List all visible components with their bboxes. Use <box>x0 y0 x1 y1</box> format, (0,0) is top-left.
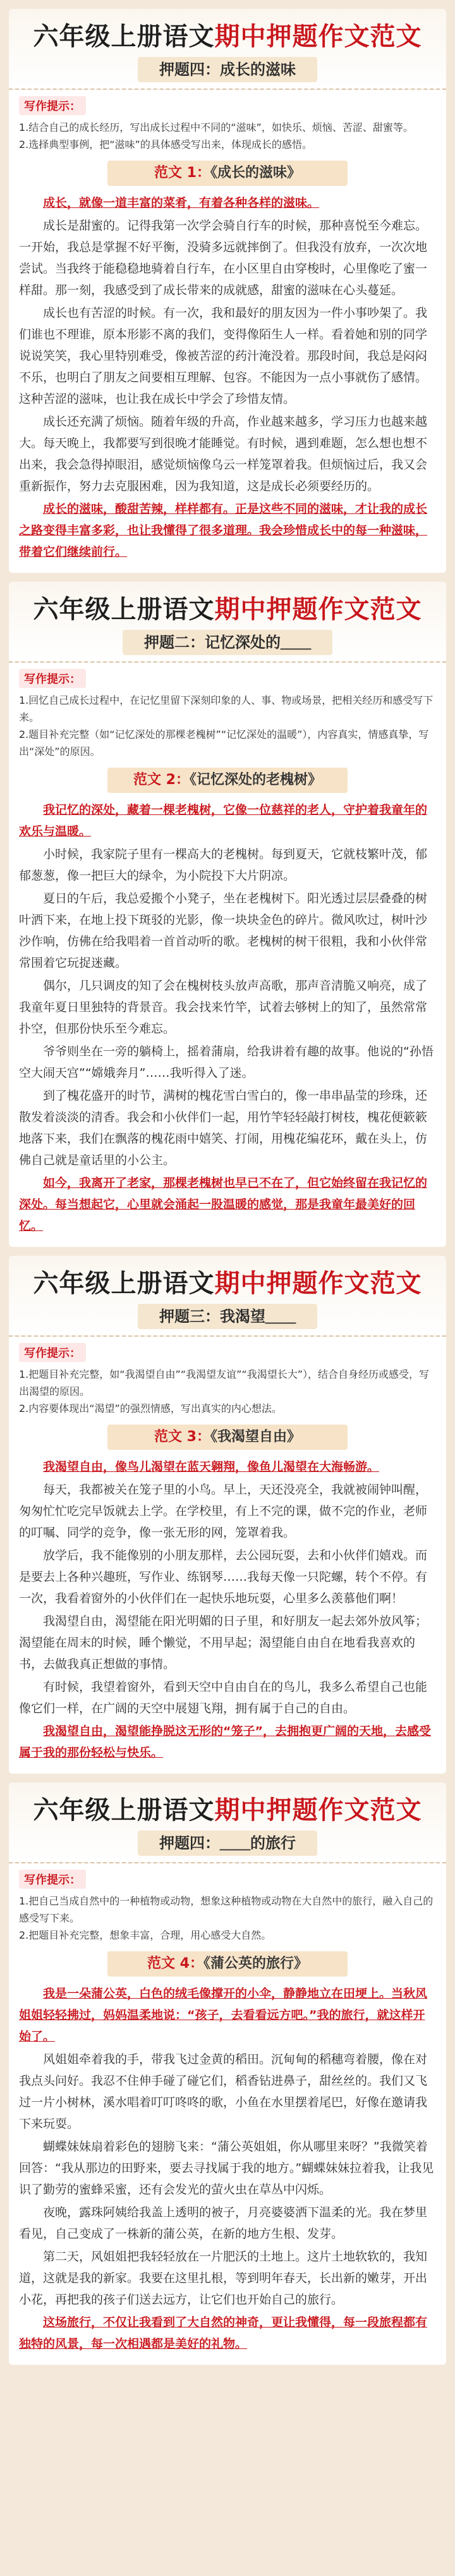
tips-label: 写作提示： <box>19 1343 86 1362</box>
highlighted-sentence: 这场旅行，不仅让我看到了大自然的神奇，更让我懂得，每一段旅程都有独特的风景，每一次相遇都是美好的礼物。 <box>19 2315 428 2351</box>
title-highlight: 期中押题作文范文 <box>214 1796 422 1825</box>
example-title <box>107 161 348 186</box>
example-number: 范文 3： <box>154 1429 210 1445</box>
card-body <box>9 1337 446 1774</box>
example-name: 《记忆深处的老槐树》 <box>189 772 322 788</box>
card-title <box>19 1267 436 1300</box>
tips-label: 写作提示： <box>19 669 86 688</box>
title-prefix: 六年级上册语文 <box>33 22 215 51</box>
highlighted-sentence: 我记忆的深处，藏着一棵老槐树，它像一位慈祥的老人，守护着我童年的欢乐与温暖。 <box>19 803 428 838</box>
tip-line: 1.回忆自己成长过程中，在记忆里留下深刻印象的人、事、物或场景，把相关经历和感受写下来。 <box>19 694 434 723</box>
title-prefix: 六年级上册语文 <box>33 1796 215 1825</box>
essay-body <box>19 192 436 563</box>
tip-line: 2.把题目补充完整，想象丰富，合理，用心感受大自然。 <box>19 1929 272 1941</box>
highlighted-sentence: 我渴望自由，渴望能挣脱这无形的“笼子”，去拥抱更广阔的天地，去感受属于我的那份轻松与快乐。 <box>19 1724 431 1760</box>
essay-paragraph <box>19 192 436 214</box>
highlighted-sentence: 成长，就像一道丰富的菜肴，有着各种各样的滋味。 <box>43 196 320 210</box>
example-title <box>107 1951 348 1977</box>
tips-label: 写作提示： <box>19 1870 86 1889</box>
essay-paragraph <box>19 1456 436 1478</box>
essay-paragraph: 夜晚，露珠阿姨给我盖上透明的被子，月亮婆婆洒下温柔的光。我在梦里看见，自己变成了一株新的蒲公英，在新的地方生根、发芽。 <box>19 2205 428 2241</box>
card-header <box>9 1782 446 1863</box>
example-name: 《我渴望自由》 <box>210 1429 301 1445</box>
essay-paragraph: 成长还充满了烦恼。随着年级的升高，作业越来越多，学习压力也越来越大。每天晚上，我都要写到很晚才能睡觉。有时候，遇到难题，怎么想也想不出来，我会急得掉眼泪，感觉烦恼像乌云一样笼罩着我。但烦恼过后，我又会重新振作，努力去克服困难，因为我知道，这是成长必须要经历的。 <box>19 415 428 493</box>
essay-paragraph: 成长是甜蜜的。记得我第一次学会骑自行车的时候，那种喜悦至今难忘。一开始，我总是掌握不好平衡，没骑多远就摔倒了。但我没有放弃，一次次地尝试。当我终于能稳稳地骑着自行车，在小区里自由穿梭时，心里像吃了蜜一样甜。那一刻，我感受到了成长带来的成就感，甜蜜的滋味在心头蔓延。 <box>19 219 428 297</box>
title-highlight: 期中押题作文范文 <box>214 1269 422 1298</box>
card-body <box>9 1863 446 2365</box>
essay-paragraph: 放学后，我不能像别的小朋友那样，去公园玩耍，去和小伙伴们嬉戏。而是要去上各种兴趣班，写作业、练钢琴……我每天像一只陀螺，转个不停。有一次，我看着窗外的小伙伴们在一起快乐地玩耍，心里多么羡慕他们啊！ <box>19 1549 428 1605</box>
card-title <box>19 593 436 626</box>
tip-line: 2.选择典型事例，把“滋味”的具体感受写出来，体现成长的感悟。 <box>19 138 312 150</box>
example-number: 范文 2： <box>133 772 190 788</box>
example-name: 《成长的滋味》 <box>210 165 301 181</box>
essay-paragraph: 第二天，风姐姐把我轻轻放在一片肥沃的土地上。这片土地软软的，我知道，这就是我的新家。我要在这里扎根，等到明年春天，长出新的嫩芽，开出小花，再把我的孩子们送去远方，让它们也开始自己的旅行。 <box>19 2250 428 2307</box>
card-title <box>19 1794 436 1827</box>
example-number: 范文 4： <box>147 1956 203 1972</box>
example-name: 《蒲公英的旅行》 <box>203 1956 308 1972</box>
card-header <box>9 1256 446 1337</box>
essay-paragraph: 成长也有苦涩的时候。有一次，我和最好的朋友因为一件小事吵架了。我们谁也不理谁，原本形影不离的我们，变得像陌生人一样。看着她和别的同学说说笑笑，我心里特别难受，像被苦涩的药汁淹没着。那段时间，我总是闷闷不乐，也明白了朋友之间要相互理解、包容。不能因为一点小事就伤了感情。这种苦涩的滋味，也让我在成长中学会了珍惜友情。 <box>19 306 428 406</box>
highlighted-sentence: 成长的滋味，酸甜苦辣，样样都有。正是这些不同的滋味，才让我的成长之路变得丰富多彩，也让我懂得了很多道理。我会珍惜成长中的每一种滋味，带着它们继续前行。 <box>19 502 428 559</box>
tips-list <box>19 119 436 153</box>
highlighted-sentence: 我渴望自由，像鸟儿渴望在蓝天翱翔，像鱼儿渴望在大海畅游。 <box>43 1460 380 1474</box>
essay-paragraph: 每天，我都被关在笼子里的小鸟。早上，天还没亮全，我就被闹钟叫醒，匆匆忙忙吃完早饭就去上学。在学校里，有上不完的课，做不完的作业，老师的叮嘱、同学的竞争，像一张无形的网，笼罩着我。 <box>19 1483 428 1540</box>
essay-paragraph <box>19 1172 436 1237</box>
tips-label: 写作提示： <box>19 96 86 115</box>
essay-body <box>19 799 436 1237</box>
essay-card <box>9 582 446 1247</box>
essay-paragraph: 我渴望自由，渴望能在阳光明媚的日子里，和好朋友一起去郊外放风筝；渴望能在周末的时候，睡个懒觉，不用早起；渴望能自由自在地看我喜欢的书，去做我真正想做的事情。 <box>19 1614 428 1671</box>
card-body <box>9 663 446 1247</box>
essay-paragraph <box>19 1720 436 1763</box>
essay-paragraph <box>19 1983 436 2047</box>
prompt-subtitle: 押题四：＿＿的旅行 <box>138 1831 317 1856</box>
essay-card <box>9 1782 446 2365</box>
prompt-subtitle: 押题四：成长的滋味 <box>138 57 317 82</box>
essay-body <box>19 1456 436 1763</box>
example-title <box>107 768 348 793</box>
highlighted-sentence: 如今，我离开了老家，那棵老槐树也早已不在了，但它始终留在我记忆的深处。每当想起它，心里就会涌起一股温暖的感觉，那是我童年最美好的回忆。 <box>19 1176 428 1233</box>
prompt-subtitle: 押题三：我渴望＿＿ <box>138 1304 317 1329</box>
highlighted-sentence: 我是一朵蒲公英，白色的绒毛像撑开的小伞，静静地立在田埂上。当秋风姐姐轻轻拂过，妈妈温柔地说：“孩子，去看看远方吧。”我的旅行，就这样开始了。 <box>19 1987 428 2044</box>
essay-paragraph: 有时候，我望着窗外，看到天空中自由自在的鸟儿，我多么希望自己也能像它们一样，在广阔的天空中展翅飞翔，拥有属于自己的自由。 <box>19 1680 428 1715</box>
essay-paragraph: 夏日的午后，我总爱搬个小凳子，坐在老槐树下。阳光透过层层叠叠的树叶洒下来，在地上投下斑驳的光影，像一块块金色的碎片。微风吹过，树叶沙沙作响，仿佛在给我唱着一首首动听的歌。老槐树的树干很粗，我和小伙伴常常围着它玩捉迷藏。 <box>19 892 428 970</box>
title-prefix: 六年级上册语文 <box>33 595 215 624</box>
tip-line: 1.把自己当成自然中的一种植物或动物，想象这种植物或动物在大自然中的旅行，融入自己的感受写下来。 <box>19 1895 434 1924</box>
top-spacer <box>0 0 455 9</box>
essay-card <box>9 1256 446 1774</box>
essay-paragraph: 到了槐花盛开的时节，满树的槐花雪白雪白的，像一串串晶莹的珍珠，还散发着淡淡的清香。我会和小伙伴们一起，用竹竿轻轻敲打树枝，槐花便簌簌地落下来，我们在飘落的槐花雨中嬉笑、打闹，用槐花编花环，戴在头上，仿佛自己就是童话里的小公主。 <box>19 1089 428 1167</box>
essay-paragraph: 蝴蝶妹妹扇着彩色的翅膀飞来：“蒲公英姐姐，你从哪里来呀？”我微笑着回答：“我从那边的田野来，要去寻找属于我的地方。”蝴蝶妹妹拉着我，让我见识了勤劳的蜜蜂采蜜，还有会发光的萤火虫在草丛中闪烁。 <box>19 2140 434 2197</box>
title-prefix: 六年级上册语文 <box>33 1269 215 1298</box>
essay-body <box>19 1983 436 2355</box>
essay-card <box>9 9 446 573</box>
example-title <box>107 1425 348 1450</box>
essay-paragraph: 小时候，我家院子里有一棵高大的老槐树。每到夏天，它就枝繁叶茂，郁郁葱葱，像一把巨大的绿伞，为小院投下大片阴凉。 <box>19 847 428 883</box>
essay-paragraph: 爷爷则坐在一旁的躺椅上，摇着蒲扇，给我讲着有趣的故事。他说的“孙悟空大闹天宫”“嫦娥奔月”……我听得入了迷。 <box>19 1045 434 1080</box>
essay-paragraph: 风姐姐牵着我的手，带我飞过金黄的稻田。沉甸甸的稻穗弯着腰，像在对我点头问好。我忍不住伸手碰了碰它们，稻香钻进鼻子，甜丝丝的。我们又飞过一片小树林，溪水唱着叮叮咚咚的歌，小鱼在水里摆着尾巴，好像在邀请我下来玩耍。 <box>19 2052 428 2131</box>
tip-line: 2.内容要体现出“渴望”的强烈情感，写出真实的内心想法。 <box>19 1402 282 1414</box>
example-number: 范文 1： <box>154 165 210 181</box>
tips-list <box>19 1366 436 1417</box>
essay-paragraph <box>19 498 436 563</box>
tip-line: 1.把题目补充完整，如“我渴望自由”“我渴望友谊”“我渴望长大”），结合自身经历或感受，写出渴望的原因。 <box>19 1368 430 1397</box>
essay-paragraph <box>19 2312 436 2355</box>
card-body <box>9 90 446 573</box>
title-highlight: 期中押题作文范文 <box>214 22 422 51</box>
essay-paragraph: 偶尔，几只调皮的知了会在槐树枝头放声高歌，那声音清脆又响亮，成了我童年夏日里独特的背景音。我会找来竹竿，试着去够树上的知了，虽然常常扑空，但那份快乐至今难忘。 <box>19 979 428 1036</box>
tips-list <box>19 1892 436 1944</box>
tip-line: 1.结合自己的成长经历，写出成长过程中不同的“滋味”，如快乐、烦恼、苦涩、甜蜜等。 <box>19 121 413 133</box>
tip-line: 2.题目补充完整（如“记忆深处的那棵老槐树”“记忆深处的温暖”），内容真实，情感真挚，写出“深处”的原因。 <box>19 728 429 757</box>
tips-list <box>19 692 436 760</box>
title-highlight: 期中押题作文范文 <box>214 595 422 624</box>
essay-paragraph <box>19 799 436 842</box>
card-header <box>9 582 446 663</box>
prompt-subtitle: 押题二：记忆深处的＿＿ <box>123 630 332 655</box>
card-header <box>9 9 446 90</box>
card-title <box>19 20 436 53</box>
